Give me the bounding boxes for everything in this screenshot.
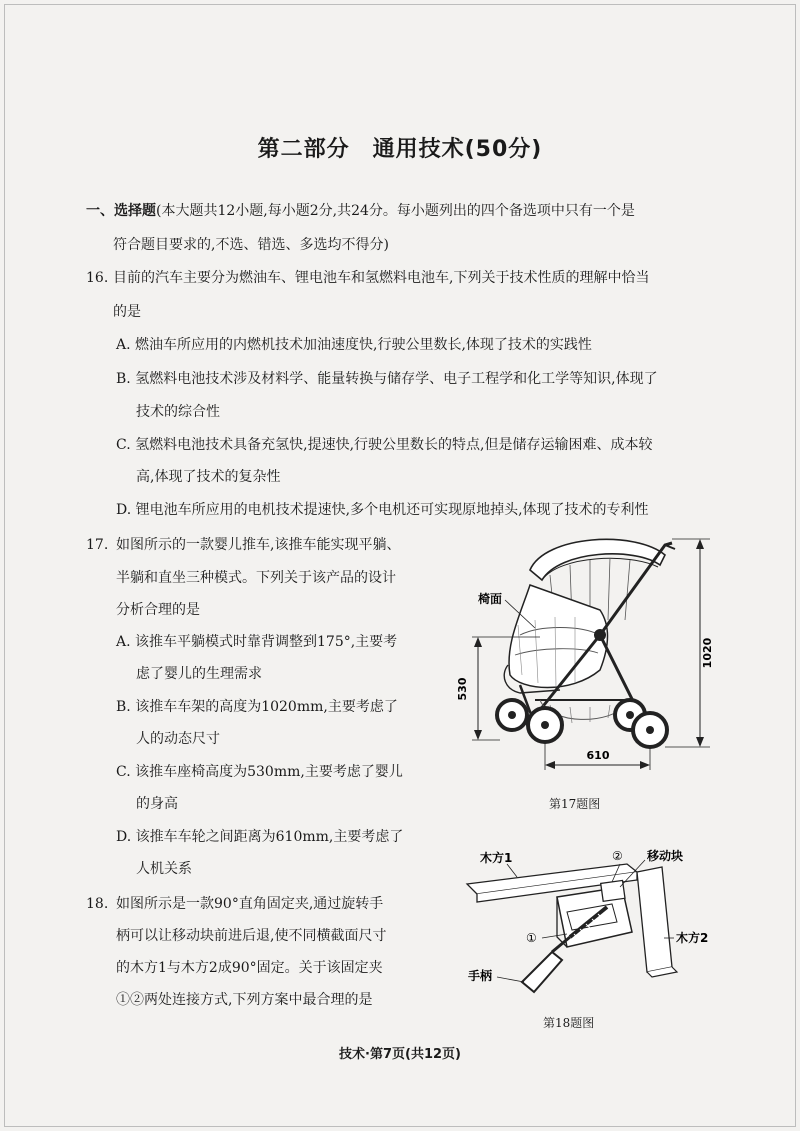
stroller-seat [509, 585, 607, 688]
q17-option-d-line2: 人机关系 [136, 861, 192, 877]
section-instructions-line2: 符合题目要求的,不选、错选、多选均不得分) [113, 237, 389, 253]
dim-seat-label: 530 [456, 677, 469, 701]
dim-wheelbase-label: 610 [586, 749, 610, 762]
clamp-handle [522, 952, 562, 992]
section-instructions-line1 [86, 201, 635, 221]
q16-option-c-line1: C. 氢燃料电池技术具备充氢快,提速快,行驶公里数长的特点,但是储存运输困难、成本较 [116, 437, 653, 453]
handle-label: 手柄 [468, 969, 493, 983]
figure18-caption: 第18题图 [543, 1016, 595, 1030]
stroller-joint [594, 629, 606, 641]
dim-height-label: 1020 [701, 637, 714, 669]
stroller-figure [456, 525, 720, 780]
q16-stem-line1: 目前的汽车主要分为燃油车、锂电池车和氢燃料电池车,下列关于技术性质的理解中恰当 [113, 270, 650, 286]
circle1-label: ① [526, 931, 537, 945]
moving-block-label: 移动块 [647, 849, 684, 863]
q16-number: 16. [86, 270, 109, 286]
q16-option-b-line1: B. 氢燃料电池技术涉及材料学、能量转换与储存学、电子工程学和化工学等知识,体现了 [116, 371, 658, 387]
wood2-block [637, 867, 672, 972]
clamp-figure [462, 842, 722, 1012]
q17-stem-line1: 如图所示的一款婴儿推车,该推车能实现平躺、 [116, 537, 401, 553]
q16-option-c-line2: 高,体现了技术的复杂性 [136, 469, 281, 485]
q18-stem-line3: 的木方1与木方2成90°固定。关于该固定夹 [116, 960, 383, 976]
q17-option-b-line2: 人的动态尺寸 [136, 731, 220, 747]
q16-option-d: D. 锂电池车所应用的电机技术提速快,多个电机还可实现原地掉头,体现了技术的专利性 [116, 502, 649, 518]
wood2-label: 木方2 [676, 931, 709, 945]
q16-option-b-line2: 技术的综合性 [136, 404, 220, 420]
seat-label: 椅面 [478, 592, 503, 606]
moving-block [601, 880, 625, 901]
stroller-wheels [497, 700, 667, 747]
q17-stem-line3: 分析合理的是 [116, 602, 200, 618]
q17-option-c-line2: 的身高 [136, 796, 178, 812]
q18-stem-line1: 如图所示是一款90°直角固定夹,通过旋转手 [116, 896, 384, 912]
section-heading: 一、选择题 [86, 203, 156, 219]
q17-option-c-line1: C. 该推车座椅高度为530mm,主要考虑了婴儿 [116, 764, 403, 780]
q17-option-d-line1: D. 该推车车轮之间距离为610mm,主要考虑了 [116, 829, 404, 845]
page-footer: 技术·第7页(共12页) [339, 1047, 461, 1062]
figure17-caption: 第17题图 [549, 797, 601, 811]
circle2-label: ② [612, 849, 623, 863]
q17-option-b-line1: B. 该推车车架的高度为1020mm,主要考虑了 [116, 699, 398, 715]
wood1-label: 木方1 [480, 851, 513, 865]
part-title: 第二部分 通用技术(50分) [257, 137, 543, 162]
q18-stem-line4: ①②两处连接方式,下列方案中最合理的是 [116, 992, 373, 1008]
q17-number: 17. [86, 537, 109, 553]
section-instructions: (本大题共12小题,每小题2分,共24分。每小题列出的四个备选项中只有一个是 [156, 203, 635, 219]
q18-stem-line2: 柄可以让移动块前进后退,使不同横截面尺寸 [116, 928, 387, 944]
q17-stem-line2: 半躺和直坐三种模式。下列关于该产品的设计 [116, 570, 396, 586]
q16-option-a: A. 燃油车所应用的内燃机技术加油速度快,行驶公里数长,体现了技术的实践性 [116, 337, 592, 353]
q17-option-a-line2: 虑了婴儿的生理需求 [136, 666, 262, 682]
q18-number: 18. [86, 896, 109, 912]
q16-stem-line2: 的是 [113, 304, 141, 320]
q17-option-a-line1: A. 该推车平躺模式时靠背调整到175°,主要考 [116, 634, 398, 650]
